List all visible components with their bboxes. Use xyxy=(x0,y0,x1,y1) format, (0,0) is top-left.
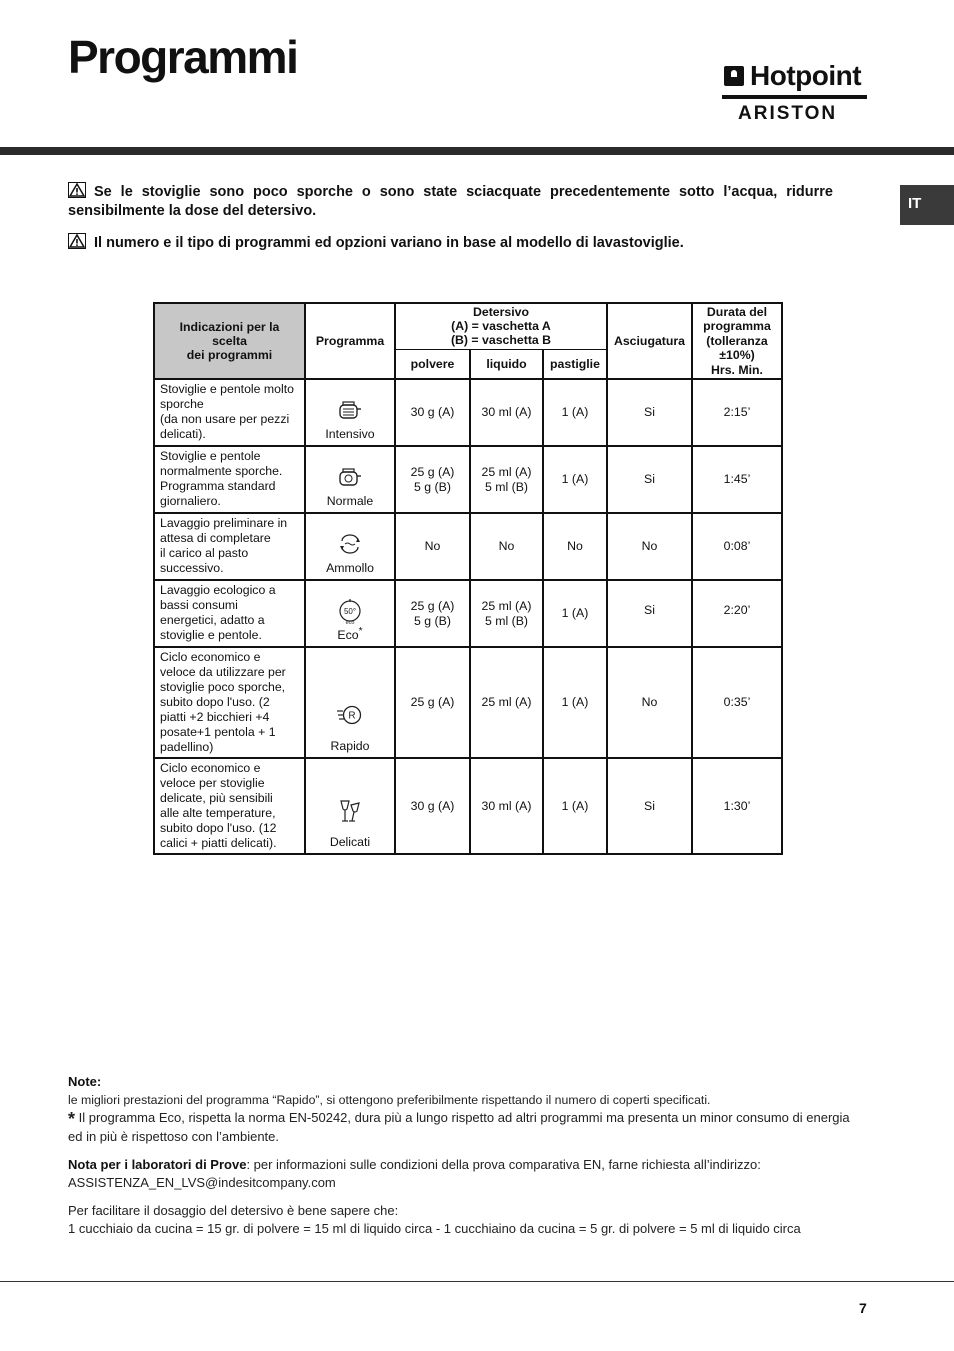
logo-divider xyxy=(722,95,867,99)
header-indicazioni: Indicazioni per la scelta dei programmi xyxy=(154,303,305,379)
cell-asciugatura: Si xyxy=(607,580,692,647)
notes-lab: Nota per i laboratori di Prove: per informazioni sulle condizioni della prova comparativa EN, farne richiesta all’indirizzo: ASSISTENZA_EN_LVS@indesitcompany.com xyxy=(68,1157,761,1190)
program-name: Eco xyxy=(337,628,359,642)
table-row xyxy=(154,758,782,854)
cell-asciugatura: No xyxy=(607,647,692,758)
warning-text-1: Se le stoviglie sono poco sporche o sono state sciacquate precedentemente sotto l’acqua, ridurre sensibilmente la dose del detersivo. xyxy=(68,184,833,219)
cell-pastiglie: 1 (A) xyxy=(543,379,607,446)
warning-text-2: Il numero e il tipo di programmi ed opzioni variano in base al modello di lavastoviglie. xyxy=(94,235,684,251)
table-row xyxy=(154,379,782,446)
cell-polvere: 30 g (A) xyxy=(395,379,470,446)
warning-note-1 xyxy=(68,182,833,221)
cell-pastiglie: 1 (A) xyxy=(543,580,607,647)
program-name: Intensivo xyxy=(325,427,375,441)
programs-table xyxy=(153,302,783,855)
cell-liquido: 25 ml (A) 5 ml (B) xyxy=(470,446,543,513)
brand-top: Hotpoint xyxy=(750,60,862,91)
language-tab: IT xyxy=(900,185,954,225)
svg-text:R: R xyxy=(348,710,356,722)
cell-asciugatura: Si xyxy=(607,446,692,513)
table-row xyxy=(154,647,782,758)
row-description: Stoviglie e pentole molto sporche (da non usare per pezzi delicati). xyxy=(154,379,305,446)
soak-icon xyxy=(337,533,363,555)
cell-polvere: No xyxy=(395,513,470,580)
cell-durata: 0:35’ xyxy=(692,647,782,758)
row-program xyxy=(305,758,395,854)
row-program xyxy=(305,580,395,647)
cell-asciugatura: Si xyxy=(607,379,692,446)
cell-polvere: 25 g (A) 5 g (B) xyxy=(395,446,470,513)
program-name: Ammollo xyxy=(326,561,374,575)
row-description: Ciclo economico e veloce per stoviglie delicate, più sensibili alle alte temperature, subito dopo l'uso. (12 calici + piatti delicati). xyxy=(154,758,305,854)
notes-dose-text: 1 cucchiaio da cucina = 15 gr. di polvere = 15 ml di liquido circa - 1 cucchiaino da cucina = 5 gr. di polvere = 5 ml di liquido circa xyxy=(68,1221,801,1236)
page-title: Programmi xyxy=(68,31,298,83)
header-polvere: polvere xyxy=(395,349,470,379)
notes-email: ASSISTENZA_EN_LVS@indesitcompany.com xyxy=(68,1175,336,1190)
program-name: Delicati xyxy=(329,835,371,849)
warning-icon xyxy=(68,233,86,249)
row-description: Lavaggio preliminare in attesa di completare il carico al pasto successivo. xyxy=(154,513,305,580)
row-description: Lavaggio ecologico a bassi consumi energetici, adatto a stoviglie e pentole. xyxy=(154,580,305,647)
table-row xyxy=(154,513,782,580)
cell-durata: 2:20’ xyxy=(692,580,782,647)
delicate-glasses-icon xyxy=(337,799,363,825)
brand-logo xyxy=(722,62,867,124)
cell-durata: 2:15’ xyxy=(692,379,782,446)
cell-polvere: 30 g (A) xyxy=(395,758,470,854)
cell-polvere: 25 g (A) 5 g (B) xyxy=(395,580,470,647)
cell-pastiglie: 1 (A) xyxy=(543,647,607,758)
cell-pastiglie: No xyxy=(543,513,607,580)
header-programma: Programma xyxy=(305,303,395,379)
program-name: Normale xyxy=(326,494,374,508)
row-description: Ciclo economico e veloce da utilizzare per stoviglie poco sporche, subito dopo l'uso. (2 piatti +2 bicchieri +4 posate+1 pentola + 1 padellino) xyxy=(154,647,305,758)
header-durata: Durata del programma (tolleranza ±10%) Hrs. Min. xyxy=(692,303,782,379)
cell-liquido: 25 ml (A) 5 ml (B) xyxy=(470,580,543,647)
svg-text:50°: 50° xyxy=(343,606,357,616)
table-row xyxy=(154,446,782,513)
cell-liquido: 25 ml (A) xyxy=(470,647,543,758)
cell-polvere: 25 g (A) xyxy=(395,647,470,758)
cell-asciugatura: No xyxy=(607,513,692,580)
header-detersivo: Detersivo (A) = vaschetta A (B) = vaschetta B xyxy=(395,303,607,349)
row-description: Stoviglie e pentole normalmente sporche. Programma standard giornaliero. xyxy=(154,446,305,513)
cell-durata: 1:45’ xyxy=(692,446,782,513)
row-program xyxy=(305,513,395,580)
row-program xyxy=(305,647,395,758)
hotpoint-logo-icon xyxy=(724,66,744,86)
brand-bottom: ARISTON xyxy=(738,103,838,124)
cell-liquido: 30 ml (A) xyxy=(470,379,543,446)
program-name: Rapido xyxy=(330,739,370,753)
cell-pastiglie: 1 (A) xyxy=(543,758,607,854)
page-number: 7 xyxy=(859,1300,867,1316)
intensive-pot-icon xyxy=(337,399,363,421)
notes-label: Note: xyxy=(68,1074,102,1089)
cell-durata: 0:08’ xyxy=(692,513,782,580)
notes-line-2: * Il programma Eco, rispetta la norma EN-50242, dura più a lungo rispetto ad altri programmi ma presenta un minor consumo di energia ed in più è rispettoso con l’ambiente. xyxy=(68,1109,850,1144)
header-pastiglie: pastiglie xyxy=(543,349,607,379)
cell-asciugatura: Si xyxy=(607,758,692,854)
notes-dose-intro: Per facilitare il dosaggio del detersivo è bene sapere che: xyxy=(68,1203,399,1218)
eco-asterisk: * xyxy=(358,625,363,637)
row-program xyxy=(305,379,395,446)
header-liquido: liquido xyxy=(470,349,543,379)
eco-50-icon xyxy=(337,598,363,626)
header-divider xyxy=(0,147,954,155)
warning-note-2 xyxy=(68,233,833,253)
cell-pastiglie: 1 (A) xyxy=(543,446,607,513)
cell-liquido: 30 ml (A) xyxy=(470,758,543,854)
header-asciugatura: Asciugatura xyxy=(607,303,692,379)
notes-section xyxy=(68,1073,858,1238)
cell-durata: 1:30’ xyxy=(692,758,782,854)
warning-icon xyxy=(68,182,86,198)
rapid-icon xyxy=(336,703,364,727)
cell-liquido: No xyxy=(470,513,543,580)
table-row xyxy=(154,580,782,647)
svg-text:eco: eco xyxy=(345,619,355,626)
row-program xyxy=(305,446,395,513)
notes-line-1: le migliori prestazioni del programma “Rapido”, si ottengono preferibilmente rispettando il numero di coperti specificati. xyxy=(68,1093,711,1107)
normal-pot-icon xyxy=(337,466,363,488)
footer-divider xyxy=(0,1281,954,1282)
